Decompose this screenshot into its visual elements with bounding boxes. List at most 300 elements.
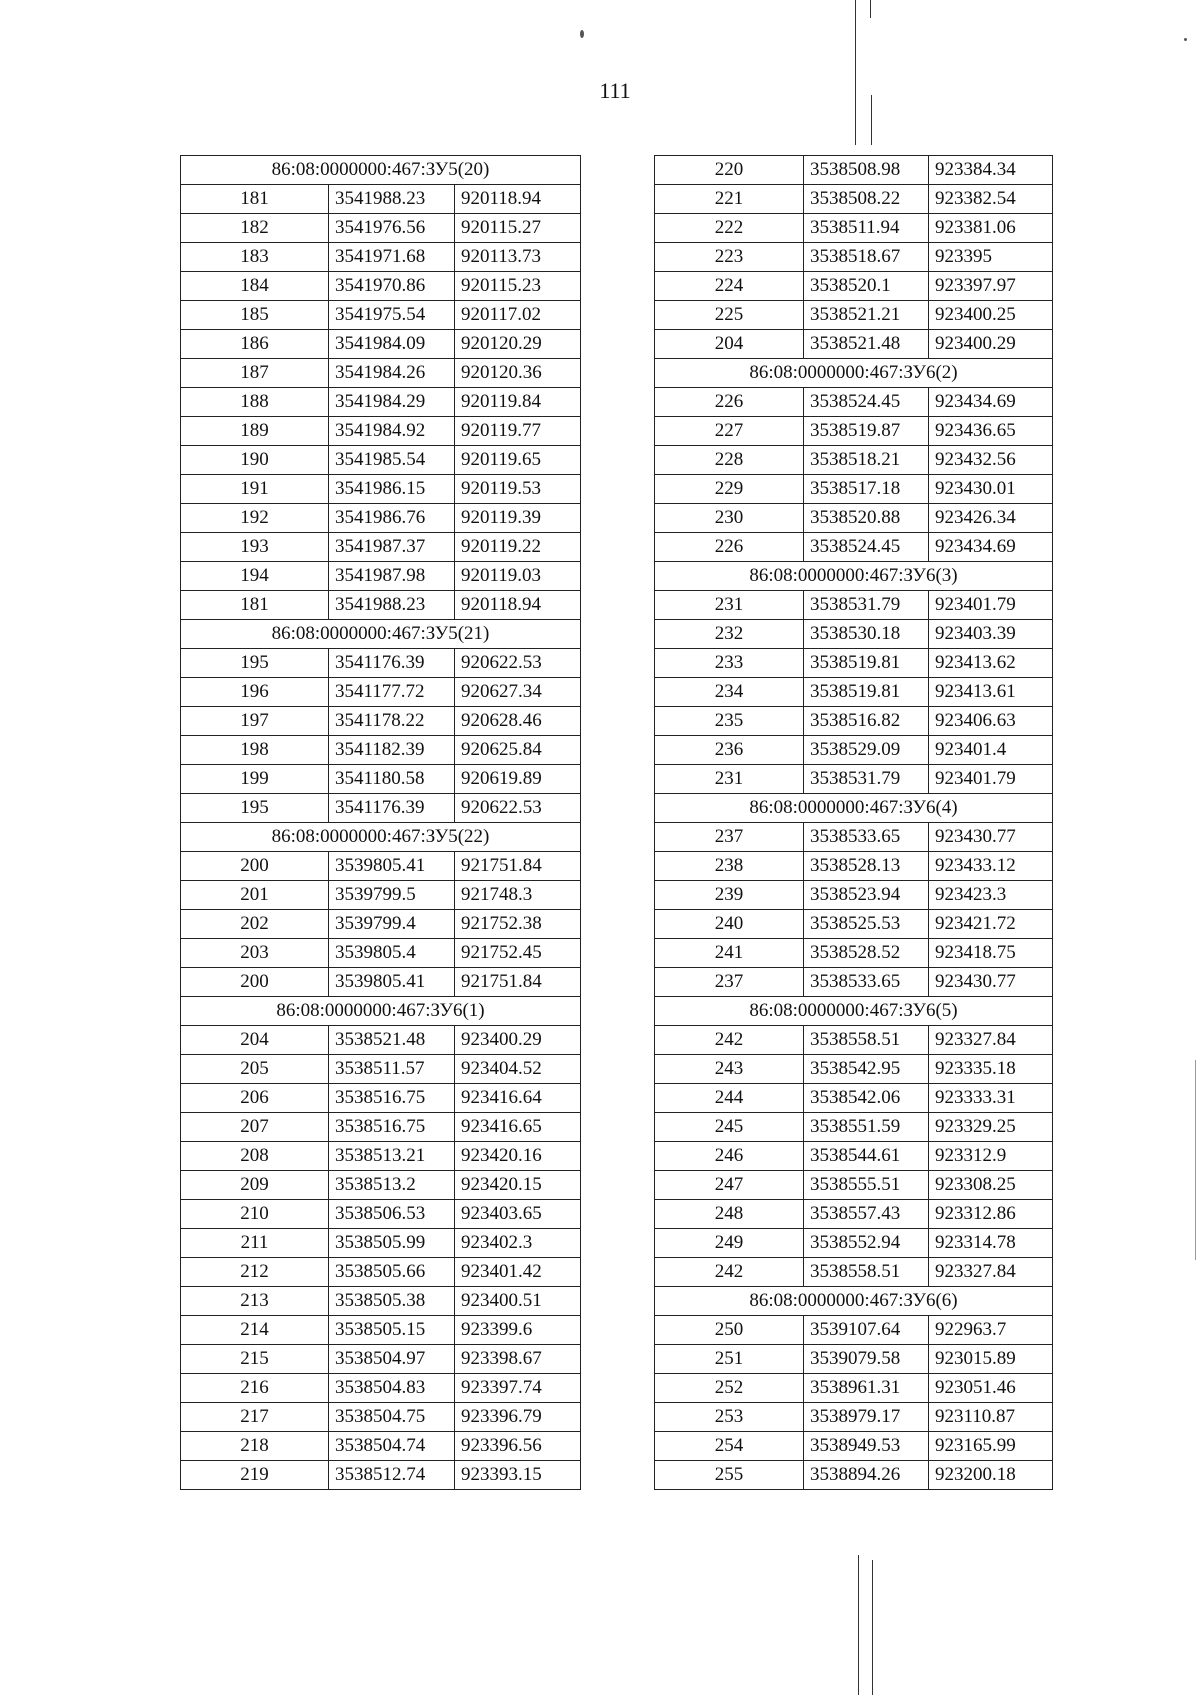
point-number: 253: [655, 1403, 804, 1432]
table-row: [181, 736, 581, 765]
x-coordinate: 3538528.13: [804, 852, 929, 881]
table-row: [655, 881, 1053, 910]
x-coordinate: 3541984.26: [329, 359, 455, 388]
section-header-row: [181, 156, 581, 185]
point-number: 181: [181, 185, 329, 214]
y-coordinate: 921748.3: [455, 881, 581, 910]
table-row: [181, 1345, 581, 1374]
point-number: 190: [181, 446, 329, 475]
y-coordinate: 923015.89: [929, 1345, 1053, 1374]
point-number: 211: [181, 1229, 329, 1258]
point-number: 227: [655, 417, 804, 446]
point-number: 201: [181, 881, 329, 910]
point-number: 249: [655, 1229, 804, 1258]
table-row: [181, 968, 581, 997]
y-coordinate: 920115.23: [455, 272, 581, 301]
x-coordinate: 3538531.79: [804, 765, 929, 794]
scan-edge-line: [870, 0, 871, 18]
y-coordinate: 923401.79: [929, 591, 1053, 620]
point-number: 198: [181, 736, 329, 765]
y-coordinate: 920118.94: [455, 591, 581, 620]
table-row: [181, 1026, 581, 1055]
point-number: 222: [655, 214, 804, 243]
x-coordinate: 3538558.51: [804, 1026, 929, 1055]
table-row: [655, 446, 1053, 475]
point-number: 228: [655, 446, 804, 475]
point-number: 196: [181, 678, 329, 707]
point-number: 226: [655, 533, 804, 562]
y-coordinate: 923406.63: [929, 707, 1053, 736]
x-coordinate: 3538504.75: [329, 1403, 455, 1432]
x-coordinate: 3539805.41: [329, 968, 455, 997]
point-number: 183: [181, 243, 329, 272]
x-coordinate: 3538505.66: [329, 1258, 455, 1287]
y-coordinate: 923436.65: [929, 417, 1053, 446]
point-number: 233: [655, 649, 804, 678]
table-row: [181, 852, 581, 881]
x-coordinate: 3538552.94: [804, 1229, 929, 1258]
x-coordinate: 3538544.61: [804, 1142, 929, 1171]
table-row: [181, 417, 581, 446]
point-number: 195: [181, 794, 329, 823]
y-coordinate: 923403.39: [929, 620, 1053, 649]
y-coordinate: 923396.79: [455, 1403, 581, 1432]
x-coordinate: 3538521.21: [804, 301, 929, 330]
table-row: [181, 1258, 581, 1287]
x-coordinate: 3538518.21: [804, 446, 929, 475]
table-row: [655, 852, 1053, 881]
table-row: [655, 1084, 1053, 1113]
y-coordinate: 923396.56: [455, 1432, 581, 1461]
y-coordinate: 923165.99: [929, 1432, 1053, 1461]
point-number: 221: [655, 185, 804, 214]
y-coordinate: 920120.36: [455, 359, 581, 388]
point-number: 218: [181, 1432, 329, 1461]
x-coordinate: 3539799.5: [329, 881, 455, 910]
table-row: [181, 1461, 581, 1490]
x-coordinate: 3541176.39: [329, 794, 455, 823]
x-coordinate: 3538558.51: [804, 1258, 929, 1287]
table-row: [181, 1200, 581, 1229]
parcel-id: 86:08:0000000:467:ЗУ5(22): [181, 823, 581, 852]
x-coordinate: 3538504.83: [329, 1374, 455, 1403]
section-header-row: [181, 823, 581, 852]
x-coordinate: 3541986.76: [329, 504, 455, 533]
coordinates-table-left: [180, 155, 581, 1490]
x-coordinate: 3538519.87: [804, 417, 929, 446]
table-row: [655, 736, 1053, 765]
y-coordinate: 923327.84: [929, 1258, 1053, 1287]
point-number: 205: [181, 1055, 329, 1084]
y-coordinate: 923401.79: [929, 765, 1053, 794]
point-number: 216: [181, 1374, 329, 1403]
coordinates-table-right: [654, 155, 1053, 1490]
y-coordinate: 923398.67: [455, 1345, 581, 1374]
table-row: [181, 910, 581, 939]
y-coordinate: 920115.27: [455, 214, 581, 243]
table-row: [655, 939, 1053, 968]
parcel-id: 86:08:0000000:467:ЗУ6(2): [655, 359, 1053, 388]
x-coordinate: 3538530.18: [804, 620, 929, 649]
table-row: [181, 272, 581, 301]
scan-speck: [580, 30, 584, 38]
point-number: 254: [655, 1432, 804, 1461]
x-coordinate: 3538557.43: [804, 1200, 929, 1229]
table-row: [655, 1316, 1053, 1345]
y-coordinate: 920119.22: [455, 533, 581, 562]
y-coordinate: 923312.9: [929, 1142, 1053, 1171]
table-row: [655, 475, 1053, 504]
point-number: 237: [655, 968, 804, 997]
x-coordinate: 3538519.81: [804, 649, 929, 678]
x-coordinate: 3538511.94: [804, 214, 929, 243]
point-number: 250: [655, 1316, 804, 1345]
table-row: [181, 1084, 581, 1113]
y-coordinate: 923433.12: [929, 852, 1053, 881]
point-number: 204: [181, 1026, 329, 1055]
y-coordinate: 923400.29: [929, 330, 1053, 359]
x-coordinate: 3538518.67: [804, 243, 929, 272]
table-row: [181, 533, 581, 562]
x-coordinate: 3539107.64: [804, 1316, 929, 1345]
y-coordinate: 923434.69: [929, 388, 1053, 417]
parcel-id: 86:08:0000000:467:ЗУ6(5): [655, 997, 1053, 1026]
point-number: 224: [655, 272, 804, 301]
x-coordinate: 3538508.22: [804, 185, 929, 214]
x-coordinate: 3538519.81: [804, 678, 929, 707]
table-row: [181, 504, 581, 533]
table-row: [181, 562, 581, 591]
table-row: [655, 620, 1053, 649]
point-number: 192: [181, 504, 329, 533]
section-header-row: [181, 997, 581, 1026]
point-number: 193: [181, 533, 329, 562]
table-row: [655, 214, 1053, 243]
y-coordinate: 923314.78: [929, 1229, 1053, 1258]
y-coordinate: 923381.06: [929, 214, 1053, 243]
x-coordinate: 3538506.53: [329, 1200, 455, 1229]
x-coordinate: 3541988.23: [329, 591, 455, 620]
point-number: 248: [655, 1200, 804, 1229]
x-coordinate: 3538525.53: [804, 910, 929, 939]
x-coordinate: 3538528.52: [804, 939, 929, 968]
x-coordinate: 3541182.39: [329, 736, 455, 765]
point-number: 223: [655, 243, 804, 272]
table-row: [655, 649, 1053, 678]
point-number: 243: [655, 1055, 804, 1084]
scan-edge-line: [855, 0, 856, 145]
table-row: [181, 388, 581, 417]
y-coordinate: 923329.25: [929, 1113, 1053, 1142]
point-number: 234: [655, 678, 804, 707]
x-coordinate: 3538521.48: [329, 1026, 455, 1055]
table-row: [181, 330, 581, 359]
x-coordinate: 3538551.59: [804, 1113, 929, 1142]
point-number: 212: [181, 1258, 329, 1287]
table-row: [655, 591, 1053, 620]
table-row: [181, 359, 581, 388]
y-coordinate: 923413.61: [929, 678, 1053, 707]
point-number: 225: [655, 301, 804, 330]
point-number: 255: [655, 1461, 804, 1490]
x-coordinate: 3538555.51: [804, 1171, 929, 1200]
table-row: [655, 185, 1053, 214]
y-coordinate: 920625.84: [455, 736, 581, 765]
x-coordinate: 3541976.56: [329, 214, 455, 243]
table-row: [655, 417, 1053, 446]
y-coordinate: 923397.97: [929, 272, 1053, 301]
table-row: [181, 214, 581, 243]
y-coordinate: 923333.31: [929, 1084, 1053, 1113]
parcel-id: 86:08:0000000:467:ЗУ6(4): [655, 794, 1053, 823]
table-row: [655, 1142, 1053, 1171]
x-coordinate: 3541180.58: [329, 765, 455, 794]
y-coordinate: 923400.29: [455, 1026, 581, 1055]
y-coordinate: 921752.45: [455, 939, 581, 968]
y-coordinate: 921751.84: [455, 852, 581, 881]
x-coordinate: 3541986.15: [329, 475, 455, 504]
table-row: [655, 1403, 1053, 1432]
point-number: 231: [655, 591, 804, 620]
table-row: [655, 678, 1053, 707]
section-header-row: [181, 620, 581, 649]
table-row: [181, 649, 581, 678]
x-coordinate: 3538505.15: [329, 1316, 455, 1345]
y-coordinate: 923418.75: [929, 939, 1053, 968]
y-coordinate: 923430.77: [929, 823, 1053, 852]
point-number: 238: [655, 852, 804, 881]
point-number: 204: [655, 330, 804, 359]
y-coordinate: 923395: [929, 243, 1053, 272]
y-coordinate: 920117.02: [455, 301, 581, 330]
x-coordinate: 3538516.75: [329, 1113, 455, 1142]
y-coordinate: 923308.25: [929, 1171, 1053, 1200]
y-coordinate: 923432.56: [929, 446, 1053, 475]
point-number: 213: [181, 1287, 329, 1316]
table-row: [655, 1026, 1053, 1055]
table-row: [655, 823, 1053, 852]
y-coordinate: 920119.77: [455, 417, 581, 446]
point-number: 200: [181, 852, 329, 881]
point-number: 245: [655, 1113, 804, 1142]
y-coordinate: 923420.16: [455, 1142, 581, 1171]
table-row: [655, 1113, 1053, 1142]
y-coordinate: 923051.46: [929, 1374, 1053, 1403]
x-coordinate: 3539799.4: [329, 910, 455, 939]
point-number: 247: [655, 1171, 804, 1200]
point-number: 241: [655, 939, 804, 968]
x-coordinate: 3541971.68: [329, 243, 455, 272]
x-coordinate: 3538542.06: [804, 1084, 929, 1113]
point-number: 191: [181, 475, 329, 504]
x-coordinate: 3539805.41: [329, 852, 455, 881]
x-coordinate: 3538529.09: [804, 736, 929, 765]
x-coordinate: 3541985.54: [329, 446, 455, 475]
table-row: [655, 1432, 1053, 1461]
y-coordinate: 923404.52: [455, 1055, 581, 1084]
point-number: 220: [655, 156, 804, 185]
table-row: [181, 881, 581, 910]
point-number: 206: [181, 1084, 329, 1113]
y-coordinate: 921751.84: [455, 968, 581, 997]
x-coordinate: 3541970.86: [329, 272, 455, 301]
y-coordinate: 920119.65: [455, 446, 581, 475]
x-coordinate: 3538979.17: [804, 1403, 929, 1432]
x-coordinate: 3541988.23: [329, 185, 455, 214]
x-coordinate: 3541987.98: [329, 562, 455, 591]
point-number: 203: [181, 939, 329, 968]
x-coordinate: 3538516.82: [804, 707, 929, 736]
table-row: [181, 1229, 581, 1258]
y-coordinate: 923399.6: [455, 1316, 581, 1345]
x-coordinate: 3538949.53: [804, 1432, 929, 1461]
parcel-id: 86:08:0000000:467:ЗУ6(1): [181, 997, 581, 1026]
table-row: [655, 707, 1053, 736]
x-coordinate: 3541984.09: [329, 330, 455, 359]
table-row: [181, 794, 581, 823]
scan-edge-line: [858, 1555, 859, 1695]
y-coordinate: 920622.53: [455, 794, 581, 823]
point-number: 188: [181, 388, 329, 417]
table-row: [655, 533, 1053, 562]
x-coordinate: 3538524.45: [804, 533, 929, 562]
table-row: [655, 1374, 1053, 1403]
y-coordinate: 923200.18: [929, 1461, 1053, 1490]
x-coordinate: 3538961.31: [804, 1374, 929, 1403]
point-number: 251: [655, 1345, 804, 1374]
y-coordinate: 922963.7: [929, 1316, 1053, 1345]
table-row: [655, 272, 1053, 301]
parcel-id: 86:08:0000000:467:ЗУ5(21): [181, 620, 581, 649]
table-row: [655, 504, 1053, 533]
point-number: 184: [181, 272, 329, 301]
x-coordinate: 3538505.99: [329, 1229, 455, 1258]
table-row: [655, 765, 1053, 794]
table-row: [181, 765, 581, 794]
section-header-row: [655, 359, 1053, 388]
point-number: 186: [181, 330, 329, 359]
y-coordinate: 923416.64: [455, 1084, 581, 1113]
table-row: [655, 1258, 1053, 1287]
y-coordinate: 920627.34: [455, 678, 581, 707]
table-row: [655, 910, 1053, 939]
x-coordinate: 3538504.97: [329, 1345, 455, 1374]
table-row: [655, 1171, 1053, 1200]
point-number: 246: [655, 1142, 804, 1171]
section-header-row: [655, 562, 1053, 591]
point-number: 208: [181, 1142, 329, 1171]
point-number: 252: [655, 1374, 804, 1403]
y-coordinate: 923434.69: [929, 533, 1053, 562]
point-number: 182: [181, 214, 329, 243]
parcel-id: 86:08:0000000:467:ЗУ5(20): [181, 156, 581, 185]
x-coordinate: 3541975.54: [329, 301, 455, 330]
table-row: [655, 968, 1053, 997]
y-coordinate: 920119.84: [455, 388, 581, 417]
y-coordinate: 920628.46: [455, 707, 581, 736]
point-number: 231: [655, 765, 804, 794]
table-row: [181, 1113, 581, 1142]
point-number: 195: [181, 649, 329, 678]
x-coordinate: 3541984.29: [329, 388, 455, 417]
y-coordinate: 920118.94: [455, 185, 581, 214]
point-number: 229: [655, 475, 804, 504]
y-coordinate: 923110.87: [929, 1403, 1053, 1432]
y-coordinate: 923400.51: [455, 1287, 581, 1316]
point-number: 242: [655, 1026, 804, 1055]
scan-speck: [1184, 38, 1187, 41]
section-header-row: [655, 1287, 1053, 1316]
x-coordinate: 3538521.48: [804, 330, 929, 359]
point-number: 199: [181, 765, 329, 794]
y-coordinate: 923382.54: [929, 185, 1053, 214]
x-coordinate: 3539079.58: [804, 1345, 929, 1374]
table-row: [181, 591, 581, 620]
table-row: [655, 1200, 1053, 1229]
table-row: [181, 1374, 581, 1403]
x-coordinate: 3538508.98: [804, 156, 929, 185]
table-row: [655, 243, 1053, 272]
x-coordinate: 3538520.1: [804, 272, 929, 301]
table-row: [181, 707, 581, 736]
x-coordinate: 3538513.2: [329, 1171, 455, 1200]
y-coordinate: 923402.3: [455, 1229, 581, 1258]
y-coordinate: 923403.65: [455, 1200, 581, 1229]
table-row: [655, 330, 1053, 359]
table-row: [181, 1055, 581, 1084]
table-row: [181, 1432, 581, 1461]
table-row: [181, 678, 581, 707]
y-coordinate: 923430.01: [929, 475, 1053, 504]
point-number: 189: [181, 417, 329, 446]
y-coordinate: 923423.3: [929, 881, 1053, 910]
point-number: 240: [655, 910, 804, 939]
parcel-id: 86:08:0000000:467:ЗУ6(6): [655, 1287, 1053, 1316]
table-row: [181, 1142, 581, 1171]
table-row: [181, 185, 581, 214]
table-row: [181, 475, 581, 504]
point-number: 217: [181, 1403, 329, 1432]
y-coordinate: 921752.38: [455, 910, 581, 939]
x-coordinate: 3538504.74: [329, 1432, 455, 1461]
point-number: 181: [181, 591, 329, 620]
y-coordinate: 923416.65: [455, 1113, 581, 1142]
x-coordinate: 3538512.74: [329, 1461, 455, 1490]
y-coordinate: 923327.84: [929, 1026, 1053, 1055]
table-row: [181, 1287, 581, 1316]
x-coordinate: 3538542.95: [804, 1055, 929, 1084]
y-coordinate: 923421.72: [929, 910, 1053, 939]
x-coordinate: 3541176.39: [329, 649, 455, 678]
point-number: 237: [655, 823, 804, 852]
y-coordinate: 923393.15: [455, 1461, 581, 1490]
scan-edge-line: [871, 95, 872, 145]
table-row: [181, 1316, 581, 1345]
y-coordinate: 923426.34: [929, 504, 1053, 533]
section-header-row: [655, 794, 1053, 823]
point-number: 236: [655, 736, 804, 765]
parcel-id: 86:08:0000000:467:ЗУ6(3): [655, 562, 1053, 591]
x-coordinate: 3538531.79: [804, 591, 929, 620]
x-coordinate: 3541987.37: [329, 533, 455, 562]
point-number: 200: [181, 968, 329, 997]
point-number: 215: [181, 1345, 329, 1374]
x-coordinate: 3538505.38: [329, 1287, 455, 1316]
page-number: 111: [599, 78, 631, 103]
x-coordinate: 3538533.65: [804, 968, 929, 997]
section-header-row: [655, 997, 1053, 1026]
point-number: 226: [655, 388, 804, 417]
